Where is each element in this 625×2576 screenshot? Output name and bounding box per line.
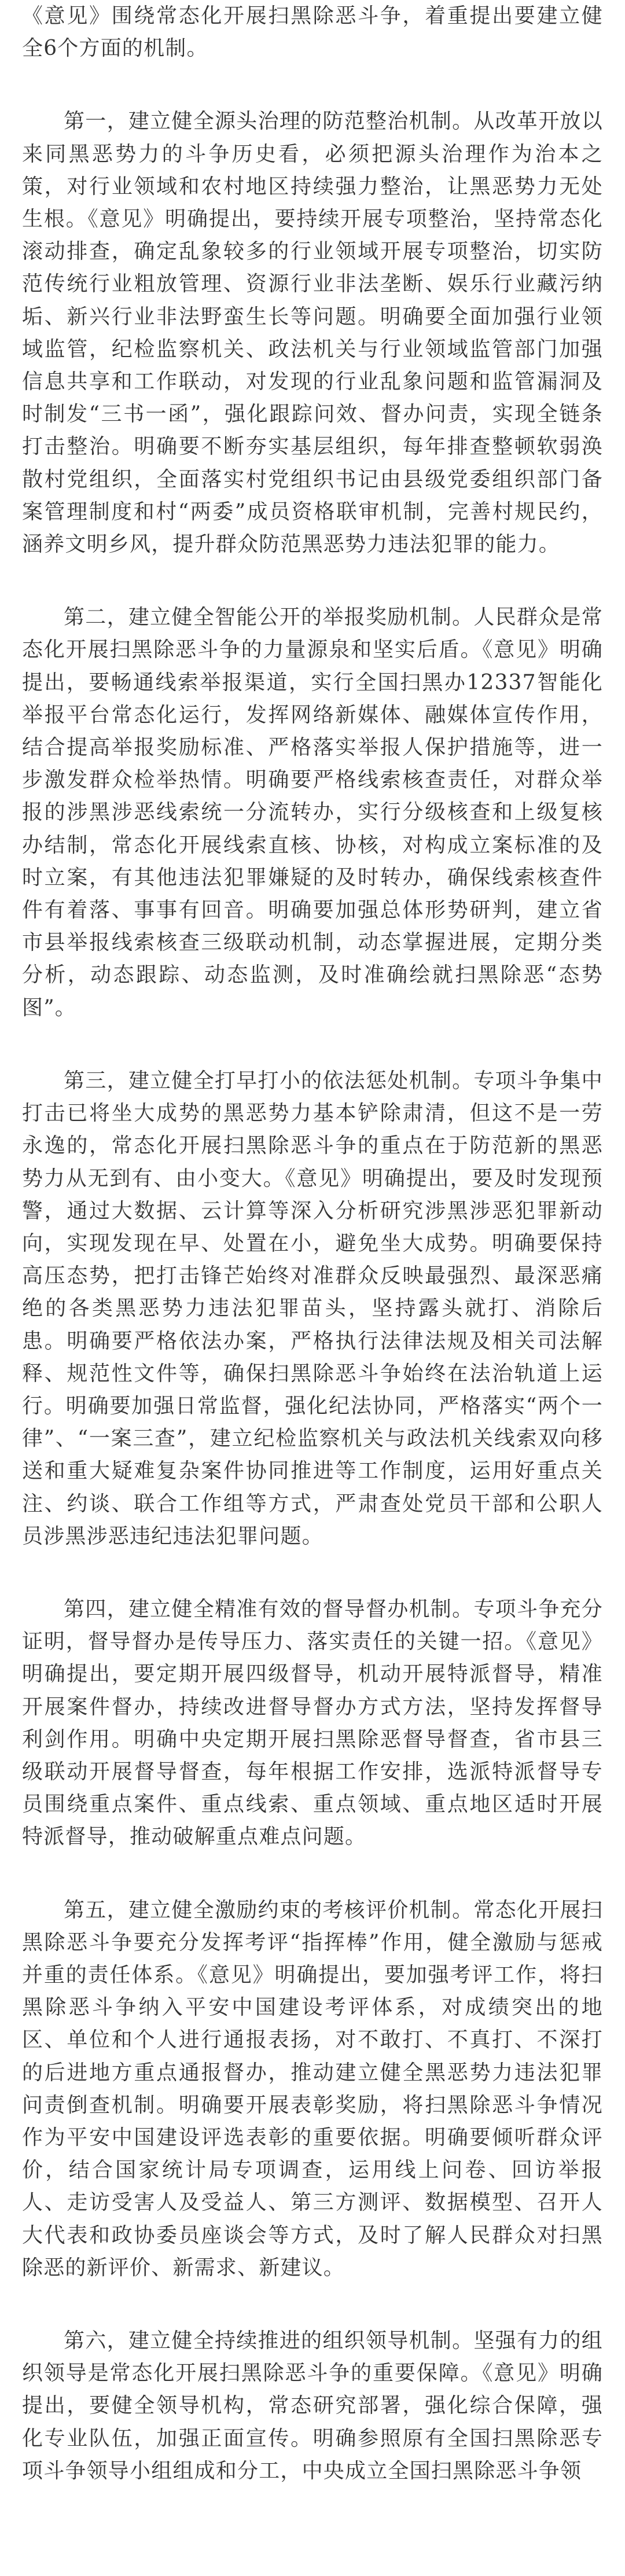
paragraph-gap [22,2284,603,2325]
paragraph-gap [22,1553,603,1593]
paragraph-gap [22,1024,603,1065]
intro-paragraph: 《意见》围绕常态化开展扫黑除恶斗争，着重提出要建立健全6个方面的机制。 [22,4,603,61]
paragraph-gap [22,65,603,105]
paragraph-mechanism-5: 第五，建立健全激励约束的考核评价机制。常态化开展扫黑除恶斗争要充分发挥考评“指挥棒”作用，健全激励与惩戒并重的责任体系。《意见》明确提出，要加强考评工作，将扫黑除恶斗争纳入平安中国建设考评体系，对成绩突出的地区、单位和个人进行通报表扬，对不敢打、不真打、不深打的后进地方重点通报督办，推动建立健全黑恶势力违法犯罪问责倒查机制。明确要开展表彰奖励，将扫黑除恶斗争情况作为平安中国建设评选表彰的重要依据。明确要倾听群众评价，结合国家统计局专项调查，运用线上问卷、回访举报人、走访受害人及受益人、第三方测评、数据模型、召开人大代表和政协委员座谈会等方式，及时了解人民群众对扫黑除恶的新评价、新需求、新建议。 [22,1898,603,2280]
paragraph-mechanism-6: 第六，建立健全持续推进的组织领导机制。坚强有力的组织领导是常态化开展扫黑除恶斗争的重要保障。《意见》明确提出，要健全领导机构，常态研究部署，强化综合保障，强化专业队伍，加强正面宣传。明确参照原有全国扫黑除恶专项斗争领导小组组成和分工，中央成立全国扫黑除恶斗争领 [22,2329,603,2483]
paragraph-gap [22,1854,603,1894]
paragraph-mechanism-1: 第一，建立健全源头治理的防范整治机制。从改革开放以来同黑恶势力的斗争历史看，必须把源头治理作为治本之策，对行业领域和农村地区持续强力整治，让黑恶势力无处生根。《意见》明确提出，要持续开展专项整治，坚持常态化滚动排查，确定乱象较多的行业领域开展专项整治，切实防范传统行业粗放管理、资源行业非法垄断、娱乐行业藏污纳垢、新兴行业非法野蛮生长等问题。明确要全面加强行业领域监管，纪检监察机关、政法机关与行业领域监管部门加强信息共享和工作联动，对发现的行业乱象问题和监管漏洞及时制发“三书一函”，强化跟踪问效、督办问责，实现全链条打击整治。明确要不断夯实基层组织，每年排查整顿软弱涣散村党组织，全面落实村党组织书记由县级党委组织部门备案管理制度和村“两委”成员资格联审机制，完善村规民约，涵养文明乡风，提升群众防范黑恶势力违法犯罪的能力。 [22,109,603,557]
paragraph-mechanism-4: 第四，建立健全精准有效的督导督办机制。专项斗争充分证明，督导督办是传导压力、落实责任的关键一招。《意见》明确提出，要定期开展四级督导，机动开展特派督导，精准开展案件督办，持续改进督导督办方式方法，坚持发挥督导利剑作用。明确中央定期开展扫黑除恶督导督查，省市县三级联动开展督导督查，每年根据工作安排，选派特派督导专员围绕重点案件、重点线索、重点领域、重点地区适时开展特派督导，推动破解重点难点问题。 [22,1597,603,1849]
paragraph-mechanism-2: 第二，建立健全智能公开的举报奖励机制。人民群众是常态化开展扫黑除恶斗争的力量源泉和坚实后盾。《意见》明确提出，要畅通线索举报渠道，实行全国扫黑办12337智能化举报平台常态化运行，发挥网络新媒体、融媒体宣传作用，结合提高举报奖励标准、严格落实举报人保护措施等，进一步激发群众检举热情。明确要严格线索核查责任，对群众举报的涉黑涉恶线索统一分流转办，实行分级核查和上级复核办结制，常态化开展线索直核、协核，对构成立案标准的及时立案，有其他违法犯罪嫌疑的及时转办，确保线索核查件件有着落、事事有回音。明确要加强总体形势研判，建立省市县举报线索核查三级联动机制，动态掌握进展，定期分类分析，动态跟踪、动态监测，及时准确绘就扫黑除恶“态势图”。 [22,605,603,1020]
paragraph-gap [22,561,603,601]
paragraph-mechanism-3: 第三，建立健全打早打小的依法惩处机制。专项斗争集中打击已将坐大成势的黑恶势力基本铲除肃清，但这不是一劳永逸的，常态化开展扫黑除恶斗争的重点在于防范新的黑恶势力从无到有、由小变大。《意见》明确提出，要及时发现预警，通过大数据、云计算等深入分析研究涉黑涉恶犯罪新动向，实现发现在早、处置在小，避免坐大成势。明确要保持高压态势，把打击锋芒始终对准群众反映最强烈、最深恶痛绝的各类黑恶势力违法犯罪苗头，坚持露头就打、消除后患。明确要严格依法办案，严格执行法律法规及相关司法解释、规范性文件等，确保扫黑除恶斗争始终在法治轨道上运行。明确要加强日常监督，强化纪法协同，严格落实“两个一律”、“一案三查”，建立纪检监察机关与政法机关线索双向移送和重大疑难复杂案件协同推进等工作制度，运用好重点关注、约谈、联合工作组等方式，严肃查处党员干部和公职人员涉黑涉恶违纪违法犯罪问题。 [22,1068,603,1548]
